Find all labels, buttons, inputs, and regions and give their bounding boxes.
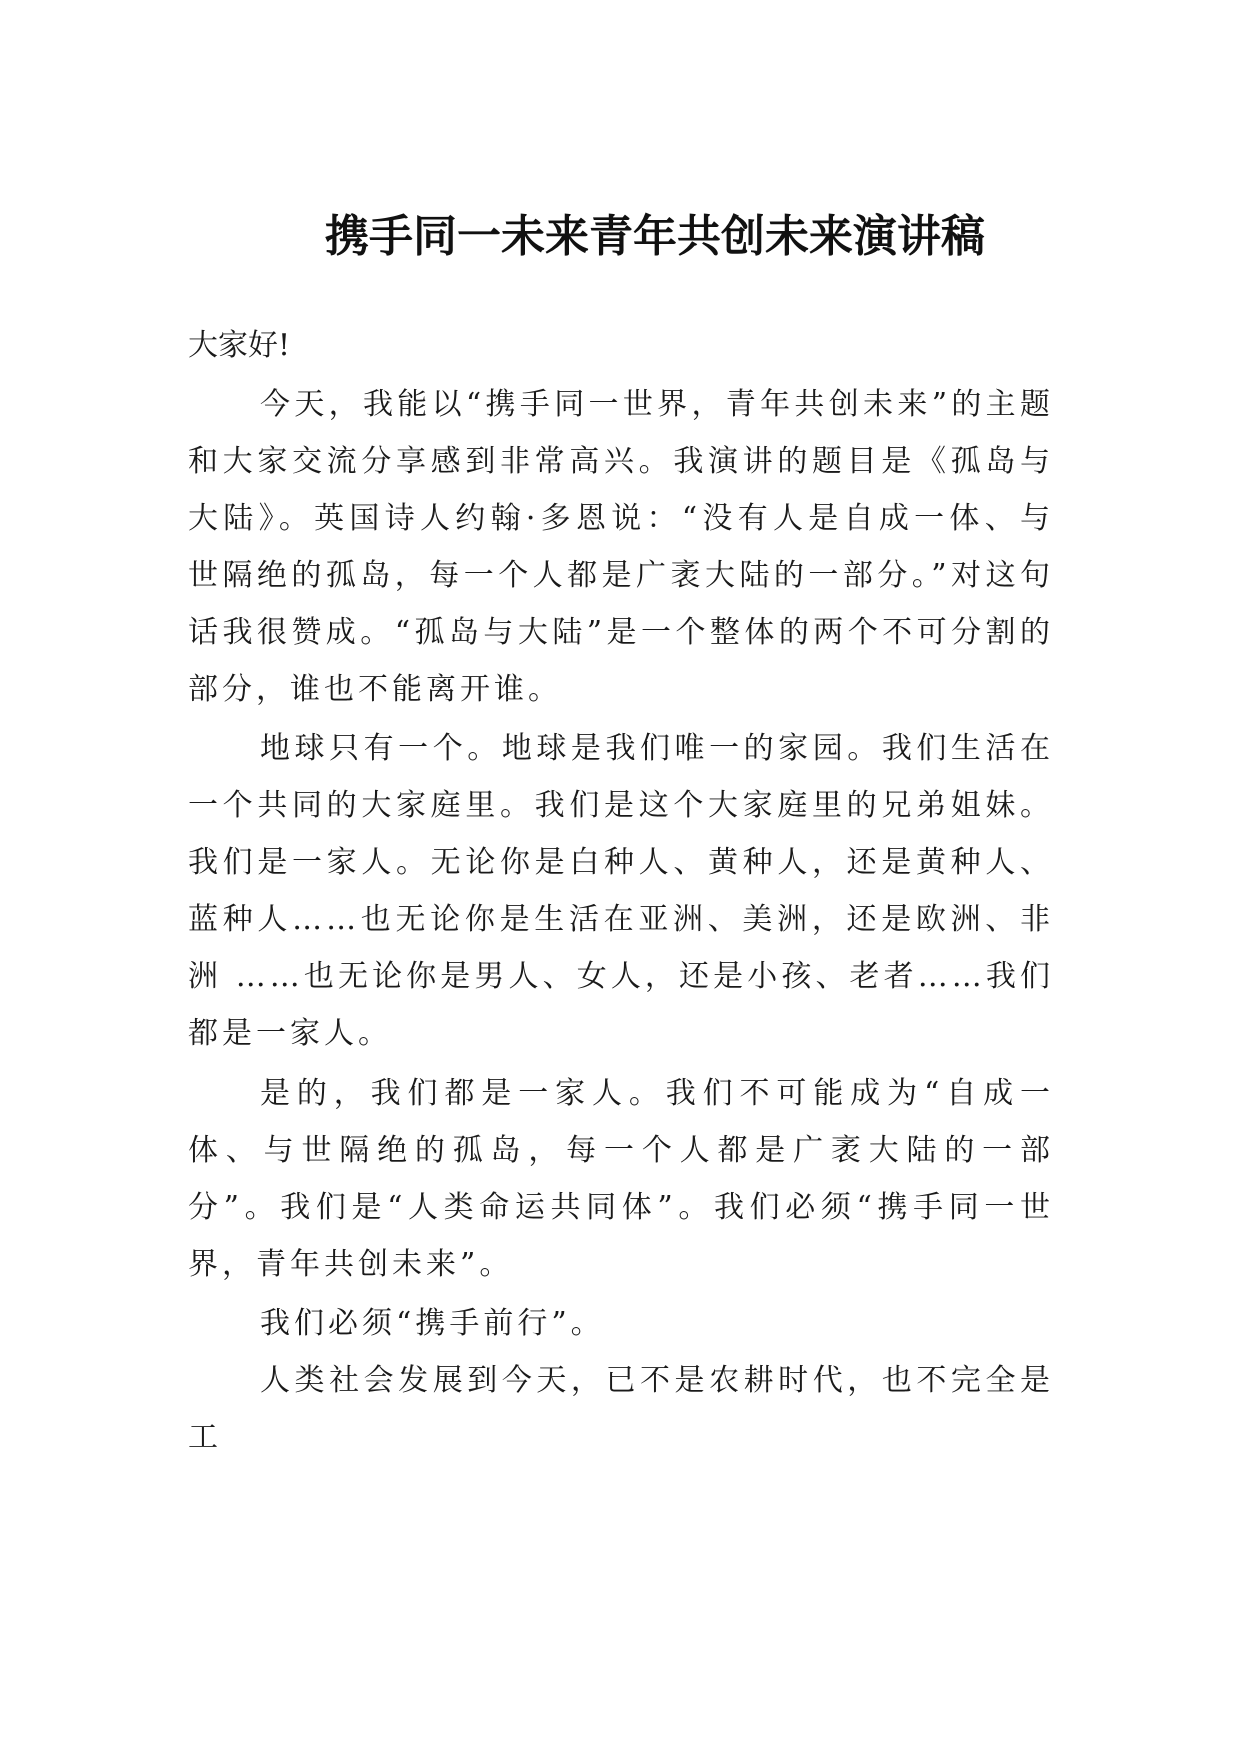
paragraph-5: 人类社会发展到今天，已不是农耕时代，也不完全是工 xyxy=(188,1363,1054,1455)
document-title: 携手同一未来青年共创未来演讲稿 xyxy=(325,211,985,262)
paragraph-1: 今天，我能以“携手同一世界，青年共创未来”的主题和大家交流分享感到非常高兴。我演讲的题目是《孤岛与大陆》。英国诗人约翰·多恩说：“没有人是自成一体、与世隔绝的孤岛，每一个人都是广袤大陆的一部分。”对这句话我很赞成。“孤岛与大陆”是一个整体的两个不可分割的部分，谁也不能离开谁。 xyxy=(188,387,1054,707)
greeting: 大家好! xyxy=(188,328,291,363)
paragraph-4: 我们必须“携手前行”。 xyxy=(260,1306,605,1341)
paragraph-3: 是的，我们都是一家人。我们不可能成为“自成一体、与世隔绝的孤岛，每一个人都是广袤大陆的一部分”。我们是“人类命运共同体”。我们必须“携手同一世界，青年共创未来”。 xyxy=(188,1076,1054,1282)
paragraph-2: 地球只有一个。地球是我们唯一的家园。我们生活在一个共同的大家庭里。我们是这个大家庭里的兄弟姐妹。我们是一家人。无论你是白种人、黄种人，还是黄种人、蓝种人……也无论你是生活在亚洲、美洲，还是欧洲、非洲 ……也无论你是男人、女人，还是小孩、老者……我们都是一家人。 xyxy=(188,731,1054,1051)
